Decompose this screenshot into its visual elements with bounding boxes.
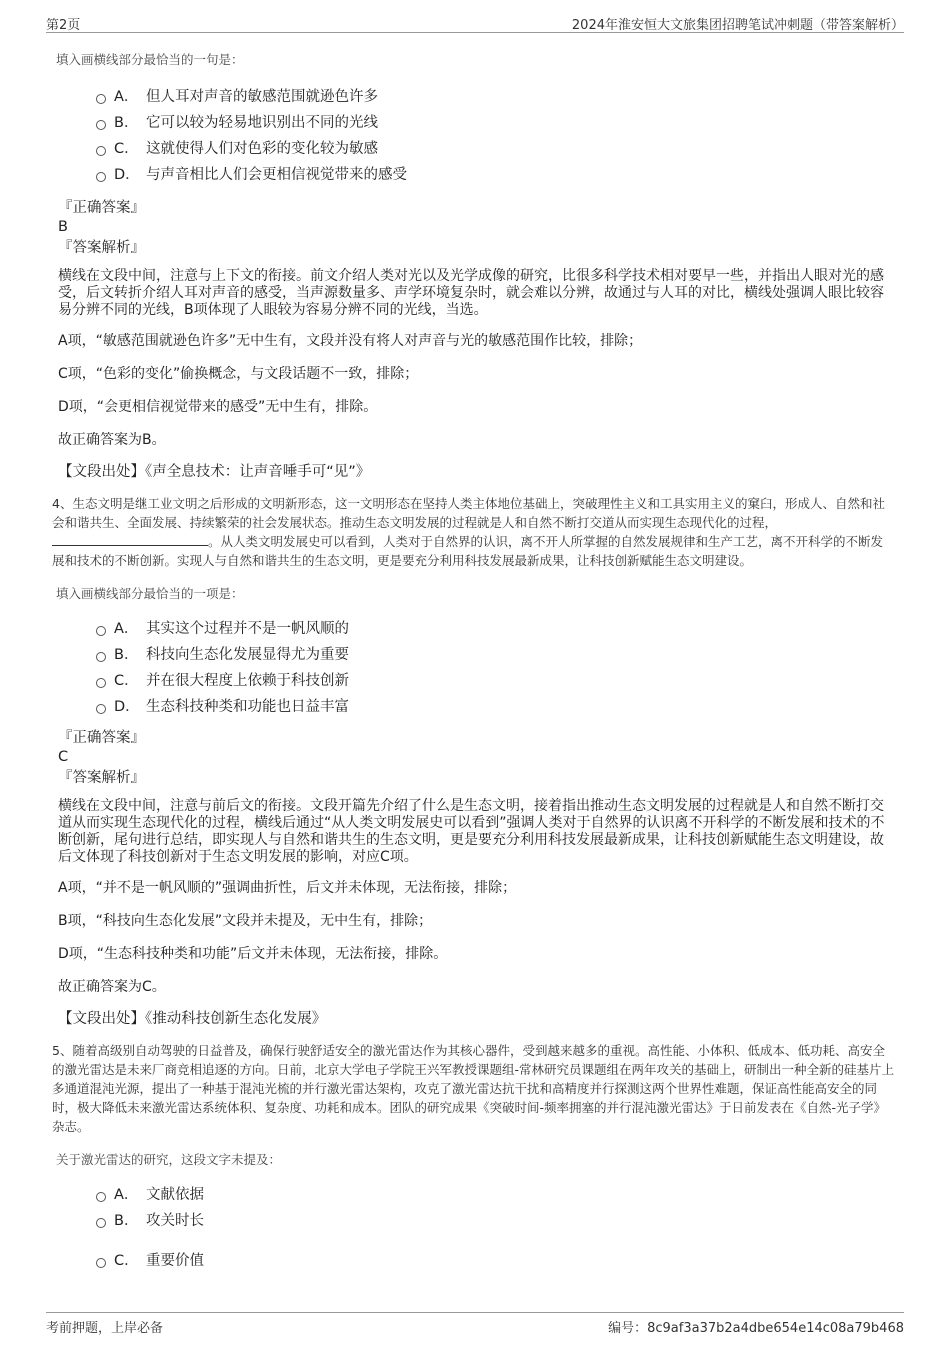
radio-icon[interactable] <box>96 1218 106 1228</box>
q4-option-d[interactable]: D． 生态科技种类和功能也日益丰富 <box>56 694 894 720</box>
radio-icon[interactable] <box>96 146 106 156</box>
document-code: 编号：8c9af3a37b2a4dbe654e14c08a79b468 <box>608 1321 904 1336</box>
q3-analysis-d: D项，“会更相信视觉带来的感受”无中生有，排除。 <box>58 399 378 415</box>
radio-icon[interactable] <box>96 1258 106 1268</box>
q4-option-a[interactable]: A． 其实这个过程并不是一帆风顺的 <box>56 616 894 642</box>
q3-option-c[interactable]: C． 这就使得人们对色彩的变化较为敏感 <box>56 136 894 162</box>
q4-analysis-main: 横线在文段中间，注意与前后文的衔接。文段开篇先介绍了什么是生态文明，接着指出推动生态文明发展的过程就是人和自然不断打交道从而实现生态现代化的过程，横线后通过“从人类文明发展史可以看到”强调人类对于自然界的认识离不开科学的不断发展和技术的不断创新，尾句进行总结，即实现人与自然和谐共生的生态文明，更是要充分利用科技发展最新成果，让科技创新赋能生态文明建设，故后文体现了科技创新对于生态文明发展的影响，对应C项。 <box>58 798 885 865</box>
page-header <box>46 12 904 33</box>
q4-answer-label: 『正确答案』 <box>58 730 145 746</box>
radio-icon[interactable] <box>96 704 106 714</box>
q4-source: 【文段出处】《推动科技创新生态化发展》 <box>58 1011 327 1027</box>
q3-prompt: 填入画横线部分最恰当的一句是： <box>56 52 244 67</box>
q4-analysis-a: A项，“并不是一帆风顺的”强调曲折性，后文并未体现，无法衔接，排除； <box>58 880 517 896</box>
q3-analysis-label: 『答案解析』 <box>58 240 145 256</box>
q3-source: 【文段出处】《声全息技术：让声音唾手可“见”》 <box>58 464 371 480</box>
radio-icon[interactable] <box>96 1192 106 1202</box>
q4-answer: C <box>58 749 69 765</box>
page-number: 第2页 <box>46 18 81 33</box>
q5-option-c[interactable]: C． 重要价值 <box>56 1248 894 1274</box>
radio-icon[interactable] <box>96 120 106 130</box>
fill-blank <box>52 532 208 546</box>
q5-prompt: 关于激光雷达的研究，这段文字未提及： <box>56 1152 282 1167</box>
document-body <box>52 46 895 1274</box>
radio-icon[interactable] <box>96 94 106 104</box>
q4-option-b[interactable]: B． 科技向生态化发展显得尤为重要 <box>56 642 894 668</box>
q3-conclusion: 故正确答案为B。 <box>58 432 166 448</box>
footer-slogan: 考前押题，上岸必备 <box>46 1321 164 1336</box>
q3-options <box>56 84 894 188</box>
q3-option-d[interactable]: D． 与声音相比人们会更相信视觉带来的感受 <box>56 162 894 188</box>
q4-prompt: 填入画横线部分最恰当的一项是： <box>56 586 244 601</box>
q4-conclusion: 故正确答案为C。 <box>58 979 166 995</box>
q4-analysis-d: D项，“生态科技种类和功能”后文并未体现，无法衔接，排除。 <box>58 946 448 962</box>
page-footer <box>46 1312 904 1337</box>
q3-answer-label: 『正确答案』 <box>58 200 145 216</box>
radio-icon[interactable] <box>96 172 106 182</box>
q3-analysis-main: 横线在文段中间，注意与上下文的衔接。前文介绍人类对光以及光学成像的研究，比很多科学技术相对要早一些，并指出人眼对光的感受，后文转折介绍人耳对声音的感受，当声源数量多、声学环境复杂时，就会难以分辨，故通过与人耳的对比，横线处强调人眼比较容易分辨不同的光线，B项体现了人眼较为容易分辨不同的光线，当选。 <box>58 268 884 318</box>
q4-question-text: 4、生态文明是继工业文明之后形成的文明新形态，这一文明形态在坚持人类主体地位基础上，突破理性主义和工具实用主义的窠臼，形成人、自然和社会和谐共生、全面发展、持续繁荣的社会发展状态。推动生态文明发展的过程就是人和自然不断打交道从而实现生态现代化的过程，。从人类文明发展史可以看到，人类对于自然界的认识，离不开人所掌握的自然发展规律和生产工艺，离不开科学的不断发展和技术的不断创新。实现人与自然和谐共生的生态文明，更是要充分利用科技发展最新成果，让科技创新赋能生态文明建设。 <box>52 496 885 568</box>
q5-option-b[interactable]: B． 攻关时长 <box>56 1208 894 1234</box>
q3-option-b[interactable]: B． 它可以较为轻易地识别出不同的光线 <box>56 110 894 136</box>
q5-options <box>56 1182 894 1274</box>
radio-icon[interactable] <box>96 626 106 636</box>
q5-question-text: 5、随着高级别自动驾驶的日益普及，确保行驶舒适安全的激光雷达作为其核心器件，受到越来越多的重视。高性能、小体积、低成本、低功耗、高安全的激光雷达是未来厂商竞相追逐的方向。日前，北京大学电子学院王兴军教授课题组-常林研究员课题组在两年攻关的基础上，研制出一种全新的硅基片上多通道混沌光源，提出了一种基于混沌光梳的并行激光雷达架构，攻克了激光雷达抗干扰和高精度并行探测这两个世界性难题，保证高性能高安全的同时，极大降低未来激光雷达系统体积、复杂度、功耗和成本。团队的研究成果《突破时间-频率拥塞的并行混沌激光雷达》于日前发表在《自然-光子学》杂志。 <box>52 1043 895 1134</box>
q3-answer: B <box>58 219 68 235</box>
q3-analysis-c: C项，“色彩的变化”偷换概念，与文段话题不一致，排除； <box>58 366 419 382</box>
radio-icon[interactable] <box>96 678 106 688</box>
q3-analysis-a: A项，“敏感范围就逊色许多”无中生有，文段并没有将人对声音与光的敏感范围作比较，排除； <box>58 333 643 349</box>
q5-option-a[interactable]: A． 文献依据 <box>56 1182 894 1208</box>
document-title: 2024年淮安恒大文旅集团招聘笔试冲刺题（带答案解析） <box>571 18 904 33</box>
q4-analysis-label: 『答案解析』 <box>58 770 145 786</box>
q3-option-a[interactable]: A． 但人耳对声音的敏感范围就逊色许多 <box>56 84 894 110</box>
q4-analysis-b: B项，“科技向生态化发展”文段并未提及，无中生有，排除； <box>58 913 433 929</box>
q4-option-c[interactable]: C． 并在很大程度上依赖于科技创新 <box>56 668 894 694</box>
q4-options <box>56 616 894 720</box>
radio-icon[interactable] <box>96 652 106 662</box>
